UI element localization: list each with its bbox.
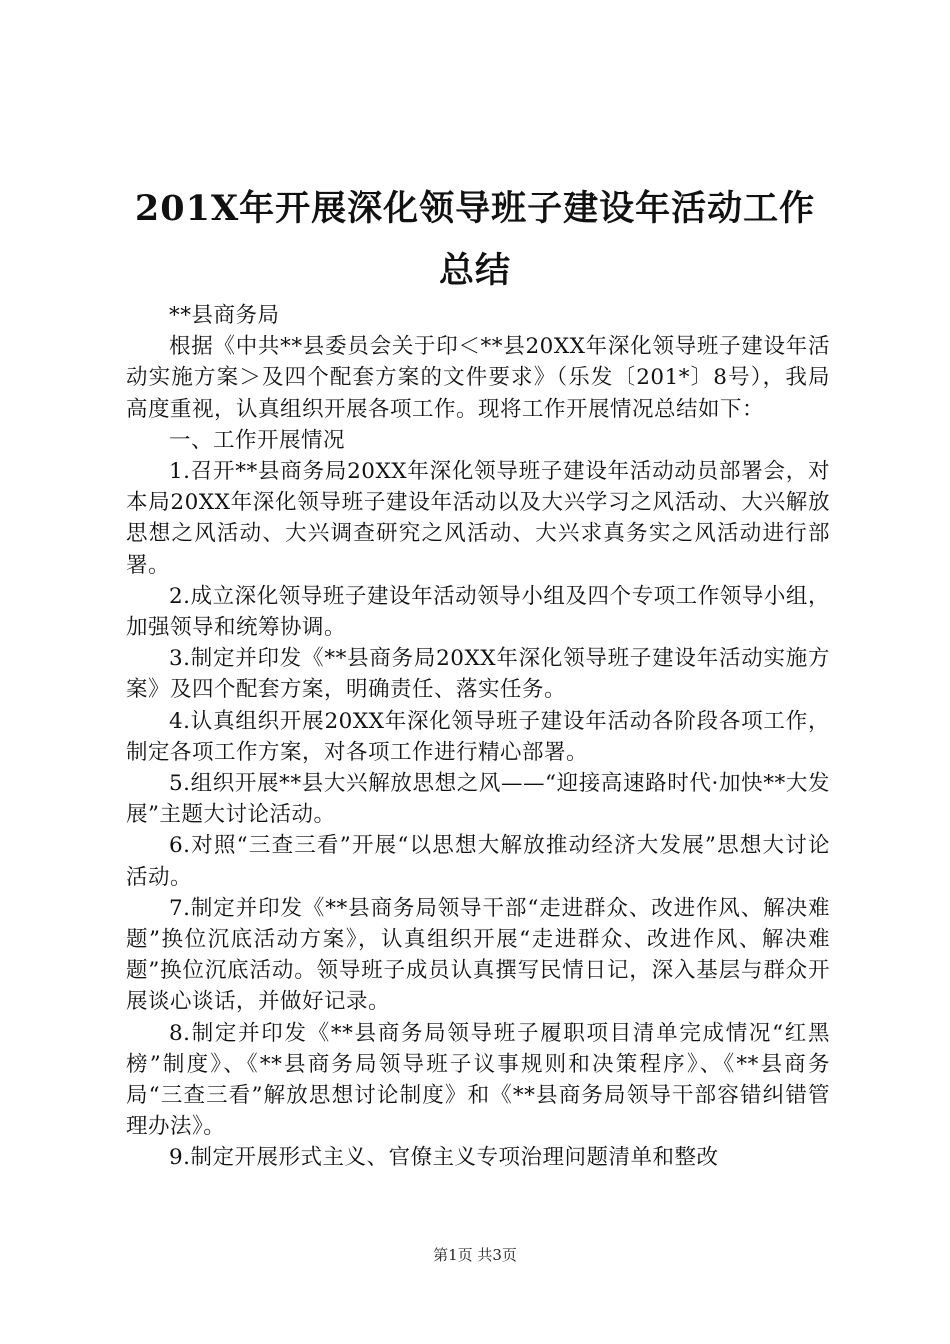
paragraph-item-7: 7.制定并印发《**县商务局领导干部“走进群众、改进作风、解决难题”换位沉底活动方案》，认真组织开展“走进群众、改进作风、解决难题”换位沉底活动。领导班子成员认真撰写民情日记，深入基层与群众开展谈心谈话，并做好记录。 (126, 895, 830, 1015)
paragraph-item-5: 5.组织开展**县大兴解放思想之风——“迎接高速路时代·加快**大发展”主题大讨论活动。 (126, 771, 830, 828)
document-body (126, 300, 830, 1174)
paragraph-org: **县商务局 (169, 303, 280, 328)
paragraph-item-1: 1.召开**县商务局20XX年深化领导班子建设年活动动员部署会，对本局20XX年深化领导班子建设年活动以及大兴学习之风活动、大兴解放思想之风活动、大兴调查研究之风活动、大兴求真务实之风活动进行部署。 (126, 459, 830, 578)
page-footer: 第1页 共3页 (433, 1246, 517, 1264)
paragraph-item-3: 3.制定并印发《**县商务局20XX年深化领导班子建设年活动实施方案》及四个配套方案，明确责任、落实任务。 (126, 646, 830, 703)
paragraph-item-8: 8.制定并印发《**县商务局领导班子履职项目清单完成情况“红黑榜”制度》、《**县商务局领导班子议事规则和决策程序》、《**县商务局“三查三看”解放思想讨论制度》和《**县商务局领导干部容错纠错管理办法》。 (126, 1020, 830, 1140)
paragraph-item-9: 9.制定开展形式主义、官僚主义专项治理问题清单和整改 (169, 1145, 719, 1171)
paragraph-item-4: 4.认真组织开展20XX年深化领导班子建设年活动各阶段各项工作，制定各项工作方案，对各项工作进行精心部署。 (126, 708, 830, 765)
section-heading: 一、工作开展情况 (169, 427, 346, 453)
document-title: 201X年开展深化领导班子建设年活动工作总结 (134, 188, 816, 291)
paragraph-item-6: 6.对照“三查三看”开展“以思想大解放推动经济大发展”思想大讨论活动。 (126, 833, 830, 890)
paragraph-item-2: 2.成立深化领导班子建设年活动领导小组及四个专项工作领导小组，加强领导和统筹协调。 (126, 583, 830, 641)
paragraph-intro: 根据《中共**县委员会关于印＜**县20XX年深化领导班子建设年活动实施方案＞及四个配套方案的文件要求》（乐发〔201*〕8号），我局高度重视，认真组织开展各项工作。现将工作开展情况总结如下： (126, 334, 830, 422)
